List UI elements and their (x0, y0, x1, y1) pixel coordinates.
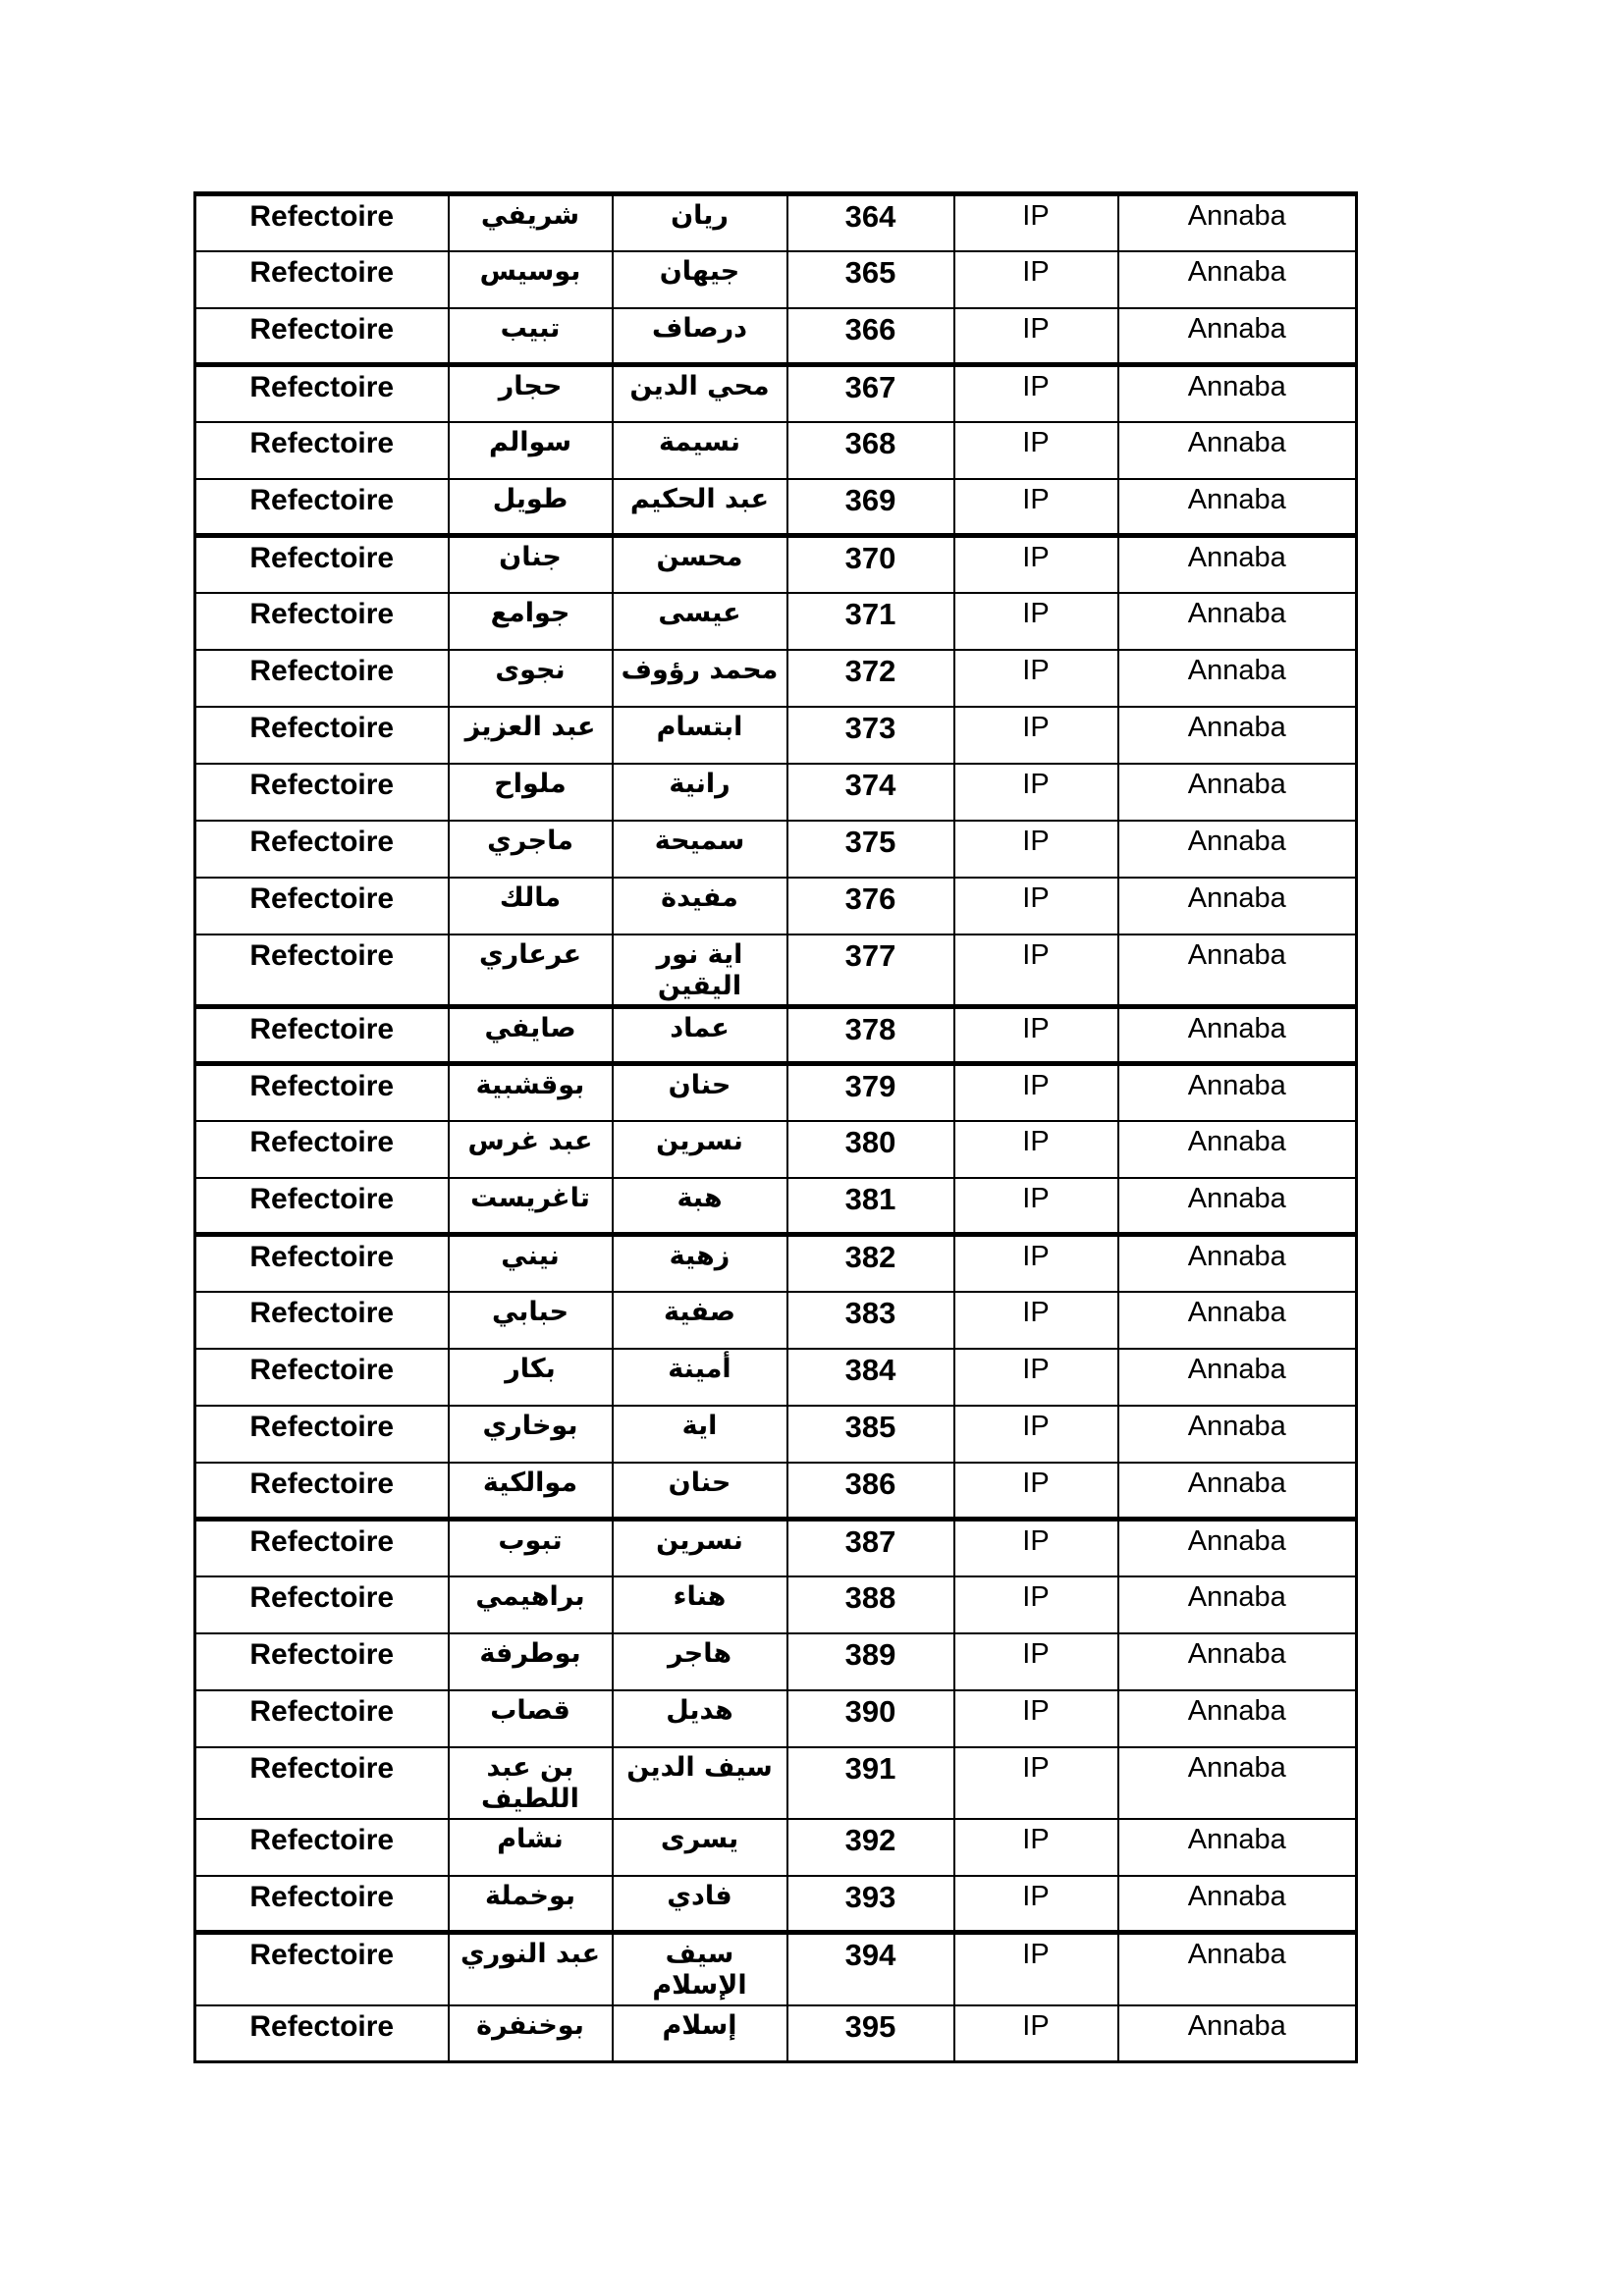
cell-given-name-arabic: إسلام (613, 2005, 787, 2062)
cell-site: Refectoire (195, 1349, 449, 1406)
cell-given-name-arabic: محمد رؤوف (613, 650, 787, 707)
cell-city: Annaba (1118, 707, 1357, 764)
cell-site: Refectoire (195, 1819, 449, 1876)
cell-surname-arabic: بكار (449, 1349, 613, 1406)
table-body (195, 194, 1357, 2062)
cell-site: Refectoire (195, 878, 449, 934)
table-row (195, 1064, 1357, 1121)
cell-site: Refectoire (195, 1690, 449, 1747)
cell-number: 390 (787, 1690, 954, 1747)
cell-surname-arabic: نشام (449, 1819, 613, 1876)
cell-regime: IP (954, 764, 1118, 821)
cell-surname-arabic: نيني (449, 1235, 613, 1292)
cell-number: 389 (787, 1633, 954, 1690)
cell-number: 368 (787, 422, 954, 479)
cell-regime: IP (954, 593, 1118, 650)
cell-given-name-arabic: عماد (613, 1007, 787, 1064)
cell-regime: IP (954, 1520, 1118, 1576)
table-row (195, 251, 1357, 308)
cell-surname-arabic: موالكية (449, 1463, 613, 1520)
cell-city: Annaba (1118, 1933, 1357, 2005)
cell-site: Refectoire (195, 536, 449, 593)
cell-city: Annaba (1118, 1178, 1357, 1235)
table-row (195, 1576, 1357, 1633)
cell-site: Refectoire (195, 479, 449, 536)
cell-given-name-arabic: نسيمة (613, 422, 787, 479)
cell-city: Annaba (1118, 1007, 1357, 1064)
cell-regime: IP (954, 1463, 1118, 1520)
cell-site: Refectoire (195, 934, 449, 1007)
cell-regime: IP (954, 2005, 1118, 2062)
cell-given-name-arabic: محسن (613, 536, 787, 593)
cell-site: Refectoire (195, 1121, 449, 1178)
cell-surname-arabic: عبد النوري (449, 1933, 613, 2005)
cell-number: 384 (787, 1349, 954, 1406)
cell-surname-arabic: تبوب (449, 1520, 613, 1576)
cell-surname-arabic: حجار (449, 365, 613, 422)
cell-given-name-arabic: يسرى (613, 1819, 787, 1876)
cell-city: Annaba (1118, 821, 1357, 878)
cell-given-name-arabic: فادي (613, 1876, 787, 1933)
cell-surname-arabic: حبابي (449, 1292, 613, 1349)
cell-city: Annaba (1118, 878, 1357, 934)
cell-city: Annaba (1118, 764, 1357, 821)
cell-site: Refectoire (195, 821, 449, 878)
cell-surname-arabic: ملواح (449, 764, 613, 821)
cell-city: Annaba (1118, 1349, 1357, 1406)
cell-regime: IP (954, 1876, 1118, 1933)
cell-regime: IP (954, 365, 1118, 422)
cell-city: Annaba (1118, 365, 1357, 422)
cell-site: Refectoire (195, 1463, 449, 1520)
cell-given-name-arabic: هديل (613, 1690, 787, 1747)
table-row (195, 1406, 1357, 1463)
cell-given-name-arabic: مفيدة (613, 878, 787, 934)
table-row (195, 479, 1357, 536)
cell-number: 374 (787, 764, 954, 821)
cell-given-name-arabic: رانية (613, 764, 787, 821)
cell-regime: IP (954, 878, 1118, 934)
cell-site: Refectoire (195, 1633, 449, 1690)
cell-site: Refectoire (195, 1406, 449, 1463)
cell-number: 394 (787, 1933, 954, 2005)
cell-regime: IP (954, 1406, 1118, 1463)
cell-regime: IP (954, 1747, 1118, 1819)
cell-given-name-arabic: نسرين (613, 1520, 787, 1576)
cell-number: 385 (787, 1406, 954, 1463)
table-row (195, 2005, 1357, 2062)
cell-number: 377 (787, 934, 954, 1007)
cell-surname-arabic: بوطرفة (449, 1633, 613, 1690)
cell-given-name-arabic: اية نور اليقين (613, 934, 787, 1007)
cell-surname-arabic: جوامع (449, 593, 613, 650)
cell-given-name-arabic: درصاف (613, 308, 787, 365)
table-row (195, 365, 1357, 422)
cell-site: Refectoire (195, 251, 449, 308)
cell-surname-arabic: بوخاري (449, 1406, 613, 1463)
cell-city: Annaba (1118, 1819, 1357, 1876)
cell-surname-arabic: عبد العزيز (449, 707, 613, 764)
cell-number: 381 (787, 1178, 954, 1235)
cell-number: 369 (787, 479, 954, 536)
cell-city: Annaba (1118, 2005, 1357, 2062)
cell-site: Refectoire (195, 422, 449, 479)
cell-regime: IP (954, 1933, 1118, 2005)
cell-city: Annaba (1118, 593, 1357, 650)
table-row (195, 1520, 1357, 1576)
cell-site: Refectoire (195, 1235, 449, 1292)
cell-given-name-arabic: أمينة (613, 1349, 787, 1406)
cell-number: 365 (787, 251, 954, 308)
cell-number: 376 (787, 878, 954, 934)
table-row (195, 1178, 1357, 1235)
table-row (195, 1690, 1357, 1747)
table-row (195, 934, 1357, 1007)
cell-given-name-arabic: هناء (613, 1576, 787, 1633)
cell-city: Annaba (1118, 1876, 1357, 1933)
cell-site: Refectoire (195, 593, 449, 650)
table-row (195, 1747, 1357, 1819)
cell-regime: IP (954, 251, 1118, 308)
cell-given-name-arabic: هاجر (613, 1633, 787, 1690)
cell-number: 375 (787, 821, 954, 878)
table-row (195, 1235, 1357, 1292)
cell-regime: IP (954, 1819, 1118, 1876)
cell-number: 386 (787, 1463, 954, 1520)
cell-regime: IP (954, 308, 1118, 365)
cell-city: Annaba (1118, 308, 1357, 365)
cell-given-name-arabic: سميحة (613, 821, 787, 878)
cell-given-name-arabic: اية (613, 1406, 787, 1463)
cell-regime: IP (954, 536, 1118, 593)
cell-number: 370 (787, 536, 954, 593)
cell-given-name-arabic: نسرين (613, 1121, 787, 1178)
table-row (195, 1292, 1357, 1349)
cell-city: Annaba (1118, 1235, 1357, 1292)
cell-regime: IP (954, 1178, 1118, 1235)
cell-city: Annaba (1118, 1121, 1357, 1178)
cell-number: 378 (787, 1007, 954, 1064)
cell-regime: IP (954, 1576, 1118, 1633)
cell-given-name-arabic: محي الدين (613, 365, 787, 422)
cell-regime: IP (954, 707, 1118, 764)
cell-number: 382 (787, 1235, 954, 1292)
table-row (195, 1633, 1357, 1690)
cell-regime: IP (954, 479, 1118, 536)
cell-city: Annaba (1118, 1463, 1357, 1520)
cell-city: Annaba (1118, 1520, 1357, 1576)
cell-number: 372 (787, 650, 954, 707)
cell-site: Refectoire (195, 1007, 449, 1064)
cell-surname-arabic: مالك (449, 878, 613, 934)
cell-regime: IP (954, 934, 1118, 1007)
cell-number: 395 (787, 2005, 954, 2062)
cell-regime: IP (954, 821, 1118, 878)
cell-surname-arabic: ماجري (449, 821, 613, 878)
cell-site: Refectoire (195, 194, 449, 251)
cell-site: Refectoire (195, 1933, 449, 2005)
cell-surname-arabic: بن عبد اللطيف (449, 1747, 613, 1819)
cell-regime: IP (954, 1235, 1118, 1292)
cell-regime: IP (954, 1349, 1118, 1406)
cell-surname-arabic: نجوى (449, 650, 613, 707)
cell-regime: IP (954, 1121, 1118, 1178)
table-row (195, 308, 1357, 365)
cell-site: Refectoire (195, 1520, 449, 1576)
cell-number: 379 (787, 1064, 954, 1121)
cell-number: 364 (787, 194, 954, 251)
cell-surname-arabic: بوقشبية (449, 1064, 613, 1121)
cell-surname-arabic: جنان (449, 536, 613, 593)
cell-city: Annaba (1118, 1292, 1357, 1349)
cell-city: Annaba (1118, 650, 1357, 707)
cell-given-name-arabic: عيسى (613, 593, 787, 650)
table-row (195, 593, 1357, 650)
cell-given-name-arabic: سيف الدين (613, 1747, 787, 1819)
cell-given-name-arabic: جيهان (613, 251, 787, 308)
cell-surname-arabic: عبد غرس (449, 1121, 613, 1178)
cell-surname-arabic: براهيمي (449, 1576, 613, 1633)
cell-site: Refectoire (195, 1576, 449, 1633)
cell-surname-arabic: بوخملة (449, 1876, 613, 1933)
cell-city: Annaba (1118, 1064, 1357, 1121)
cell-regime: IP (954, 194, 1118, 251)
cell-regime: IP (954, 422, 1118, 479)
table-row (195, 536, 1357, 593)
cell-city: Annaba (1118, 479, 1357, 536)
cell-given-name-arabic: حنان (613, 1064, 787, 1121)
cell-given-name-arabic: سيف الإسلام (613, 1933, 787, 2005)
cell-number: 387 (787, 1520, 954, 1576)
cell-site: Refectoire (195, 650, 449, 707)
cell-number: 367 (787, 365, 954, 422)
cell-city: Annaba (1118, 422, 1357, 479)
cell-site: Refectoire (195, 1178, 449, 1235)
table-row (195, 1819, 1357, 1876)
table-row (195, 878, 1357, 934)
cell-regime: IP (954, 1292, 1118, 1349)
table-row (195, 1121, 1357, 1178)
cell-city: Annaba (1118, 934, 1357, 1007)
cell-number: 383 (787, 1292, 954, 1349)
cell-site: Refectoire (195, 1292, 449, 1349)
table-row (195, 1876, 1357, 1933)
cell-surname-arabic: قصاب (449, 1690, 613, 1747)
cell-surname-arabic: بوخنفرة (449, 2005, 613, 2062)
cell-site: Refectoire (195, 707, 449, 764)
table-row (195, 821, 1357, 878)
cell-city: Annaba (1118, 1690, 1357, 1747)
table-row (195, 1007, 1357, 1064)
table-row (195, 1933, 1357, 2005)
cell-number: 380 (787, 1121, 954, 1178)
cell-surname-arabic: عرعاري (449, 934, 613, 1007)
cell-given-name-arabic: صفية (613, 1292, 787, 1349)
cell-number: 366 (787, 308, 954, 365)
cell-surname-arabic: بوسيس (449, 251, 613, 308)
table-row (195, 764, 1357, 821)
cell-city: Annaba (1118, 1576, 1357, 1633)
cell-regime: IP (954, 1690, 1118, 1747)
cell-city: Annaba (1118, 1633, 1357, 1690)
cell-site: Refectoire (195, 1064, 449, 1121)
cell-site: Refectoire (195, 1876, 449, 1933)
cell-number: 388 (787, 1576, 954, 1633)
cell-surname-arabic: تبيب (449, 308, 613, 365)
cell-surname-arabic: طويل (449, 479, 613, 536)
cell-number: 393 (787, 1876, 954, 1933)
cell-given-name-arabic: حنان (613, 1463, 787, 1520)
cell-regime: IP (954, 1007, 1118, 1064)
cell-site: Refectoire (195, 308, 449, 365)
cell-site: Refectoire (195, 2005, 449, 2062)
cell-regime: IP (954, 1633, 1118, 1690)
cell-regime: IP (954, 1064, 1118, 1121)
refectoire-roster-table (193, 191, 1358, 2063)
cell-given-name-arabic: زهية (613, 1235, 787, 1292)
cell-number: 371 (787, 593, 954, 650)
cell-surname-arabic: شريفي (449, 194, 613, 251)
cell-number: 373 (787, 707, 954, 764)
cell-site: Refectoire (195, 1747, 449, 1819)
cell-site: Refectoire (195, 764, 449, 821)
cell-surname-arabic: تاغريست (449, 1178, 613, 1235)
cell-site: Refectoire (195, 365, 449, 422)
cell-city: Annaba (1118, 536, 1357, 593)
cell-given-name-arabic: عبد الحكيم (613, 479, 787, 536)
cell-number: 392 (787, 1819, 954, 1876)
table-row (195, 650, 1357, 707)
cell-given-name-arabic: هبة (613, 1178, 787, 1235)
table-row (195, 707, 1357, 764)
cell-city: Annaba (1118, 194, 1357, 251)
cell-city: Annaba (1118, 1747, 1357, 1819)
cell-given-name-arabic: ريان (613, 194, 787, 251)
cell-number: 391 (787, 1747, 954, 1819)
cell-city: Annaba (1118, 251, 1357, 308)
table-row (195, 194, 1357, 251)
cell-regime: IP (954, 650, 1118, 707)
cell-given-name-arabic: ابتسام (613, 707, 787, 764)
table-row (195, 1349, 1357, 1406)
cell-city: Annaba (1118, 1406, 1357, 1463)
cell-surname-arabic: سوالم (449, 422, 613, 479)
table-row (195, 1463, 1357, 1520)
table-row (195, 422, 1357, 479)
cell-surname-arabic: صايفي (449, 1007, 613, 1064)
